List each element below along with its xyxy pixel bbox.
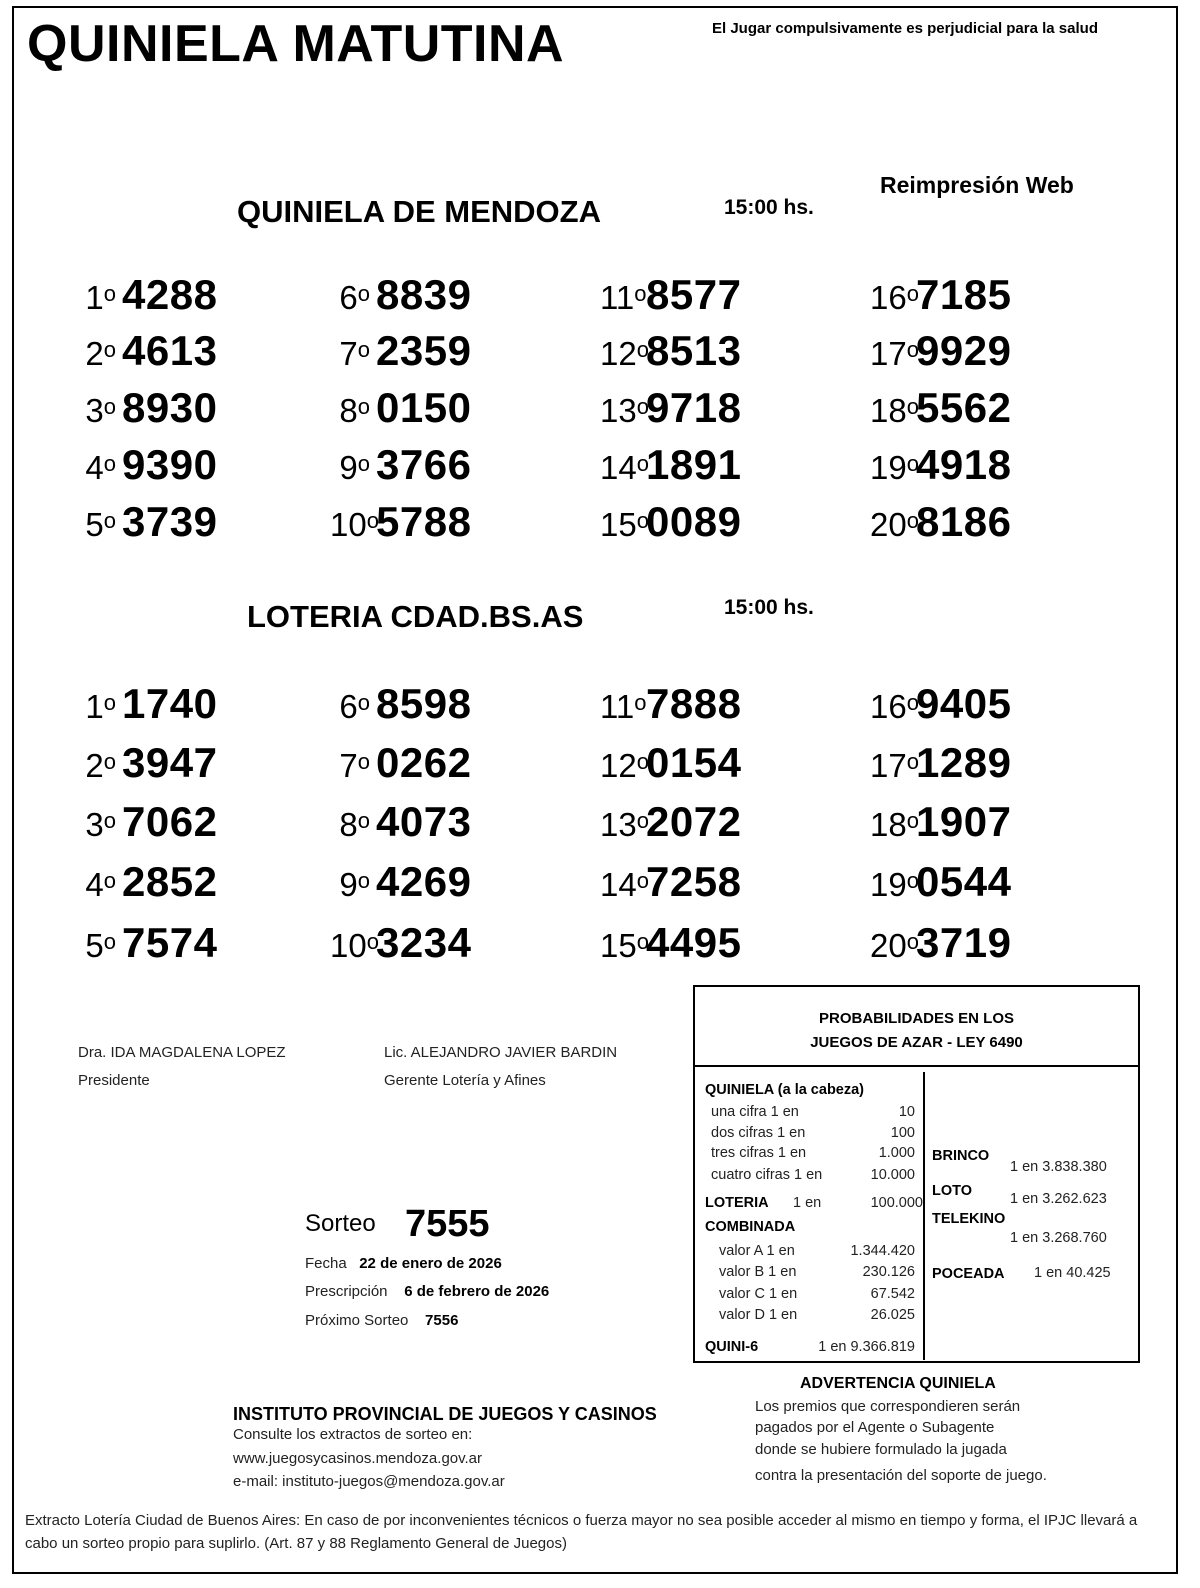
combinada-label-c: valor C 1 en (719, 1286, 798, 1302)
winning-number: 3739 (122, 498, 218, 545)
position-label (330, 391, 370, 431)
winning-number: 0262 (376, 739, 472, 786)
mendoza-result-7 (330, 327, 472, 374)
position-number: 4 (85, 449, 104, 486)
combinada-label-b: valor B 1 en (719, 1264, 797, 1280)
quiniela-odds-value-4: 10.000 (870, 1167, 915, 1183)
combinada-label-d: valor D 1 en (719, 1307, 798, 1323)
position-number: 8 (339, 806, 358, 843)
loteria-result-14 (600, 858, 742, 905)
position-label (330, 505, 379, 545)
ordinal-mark: o (366, 508, 379, 533)
quiniela-odds-label-4: cuatro cifras 1 en (711, 1167, 823, 1183)
ordinal-mark: o (103, 690, 116, 715)
ordinal-mark: o (357, 394, 370, 419)
position-label (76, 505, 116, 545)
mendoza-result-14 (600, 441, 742, 488)
fecha-label: Fecha (305, 1255, 347, 1272)
winning-number: 0089 (646, 498, 742, 545)
position-number: 13 (600, 392, 637, 429)
brinco-label: BRINCO (932, 1148, 990, 1164)
position-number: 8 (339, 392, 358, 429)
signature-right-name: Lic. ALEJANDRO JAVIER BARDIN (384, 1044, 618, 1061)
ordinal-mark: o (906, 929, 919, 954)
ordinal-mark: o (357, 808, 370, 833)
reprint-label: Reimpresión Web (880, 172, 1074, 198)
advertencia-line-2: pagados por el Agente o Subagente (755, 1419, 995, 1436)
position-label (600, 865, 649, 905)
ordinal-mark: o (636, 929, 649, 954)
signature-left-name: Dra. IDA MAGDALENA LOPEZ (78, 1044, 286, 1061)
probabilities-title-2: JUEGOS DE AZAR - LEY 6490 (810, 1034, 1023, 1051)
loteria-result-19 (870, 858, 1012, 905)
position-number: 17 (870, 335, 907, 372)
advertencia-title: ADVERTENCIA QUINIELA (800, 1375, 996, 1392)
winning-number: 9390 (122, 441, 218, 488)
position-label (600, 926, 649, 966)
position-label (870, 334, 919, 374)
winning-number: 8577 (646, 271, 742, 318)
ordinal-mark: o (906, 868, 919, 893)
signature-right-role: Gerente Lotería y Afines (384, 1072, 546, 1089)
position-label (330, 865, 370, 905)
loteria-result-11 (600, 680, 742, 727)
combinada-label-a: valor A 1 en (719, 1243, 795, 1259)
loteria-result-3 (76, 798, 218, 845)
position-number: 20 (870, 927, 907, 964)
loteria-result-10 (330, 919, 472, 966)
mendoza-result-3 (76, 384, 218, 431)
winning-number: 0544 (916, 858, 1012, 905)
loteria-result-12 (600, 739, 742, 786)
probabilities-header (695, 987, 1138, 1067)
mendoza-title: QUINIELA DE MENDOZA (237, 194, 601, 229)
position-number: 3 (85, 392, 104, 429)
quiniela-odds-value-3: 1.000 (878, 1145, 915, 1161)
position-number: 16 (870, 688, 907, 725)
ordinal-mark: o (906, 508, 919, 533)
probabilities-title-1: PROBABILIDADES EN LOS (818, 1010, 1014, 1027)
position-label (76, 391, 116, 431)
telekino-label: TELEKINO (932, 1211, 1006, 1227)
position-label (76, 746, 116, 786)
position-number: 1 (85, 279, 104, 316)
winning-number: 8186 (916, 498, 1012, 545)
position-label (330, 805, 370, 845)
ordinal-mark: o (906, 749, 919, 774)
position-label (330, 278, 370, 318)
mendoza-result-1 (76, 271, 218, 318)
position-number: 9 (339, 866, 358, 903)
winning-number: 7062 (122, 798, 218, 845)
position-label (76, 448, 116, 488)
loteria-result-15 (600, 919, 742, 966)
ordinal-mark: o (103, 808, 116, 833)
probabilities-divider (923, 1072, 925, 1360)
mendoza-result-5 (76, 498, 218, 545)
ordinal-mark: o (636, 508, 649, 533)
ordinal-mark: o (357, 690, 370, 715)
quiniela-odds-label-2: dos cifras 1 en (711, 1125, 806, 1141)
winning-number: 1740 (122, 680, 218, 727)
position-number: 11 (600, 688, 635, 725)
ordinal-mark: o (906, 394, 919, 419)
position-label (600, 391, 649, 431)
mendoza-result-9 (330, 441, 472, 488)
gambling-warning: El Jugar compulsivamente es perjudicial para la salud (712, 20, 1098, 37)
position-number: 12 (600, 747, 637, 784)
position-number: 19 (870, 449, 907, 486)
quiniela-odds-label: QUINIELA (a la cabeza) (705, 1082, 865, 1098)
position-label (870, 391, 919, 431)
position-label (870, 505, 919, 545)
loto-value: 1 en 3.262.623 (1010, 1191, 1107, 1207)
winning-number: 4269 (376, 858, 472, 905)
ordinal-mark: o (103, 394, 116, 419)
winning-number: 7185 (916, 271, 1012, 318)
ordinal-mark: o (103, 451, 116, 476)
position-number: 10 (330, 927, 367, 964)
winning-number: 7574 (122, 919, 218, 966)
winning-number: 1289 (916, 739, 1012, 786)
prescripcion-label: Prescripción (305, 1283, 388, 1300)
proximo-value: 7556 (425, 1312, 459, 1329)
loteria-result-4 (76, 858, 218, 905)
loteria-result-7 (330, 739, 472, 786)
position-label (600, 746, 649, 786)
winning-number: 5562 (916, 384, 1012, 431)
position-number: 7 (339, 747, 358, 784)
combinada-value-c: 67.542 (870, 1286, 915, 1302)
position-number: 6 (339, 279, 358, 316)
ordinal-mark: o (906, 690, 919, 715)
position-number: 20 (870, 506, 907, 543)
ordinal-mark: o (357, 749, 370, 774)
ordinal-mark: o (357, 451, 370, 476)
ordinal-mark: o (357, 337, 370, 362)
ordinal-mark: o (634, 281, 647, 306)
winning-number: 8839 (376, 271, 472, 318)
mendoza-result-2 (76, 327, 218, 374)
position-number: 6 (339, 688, 358, 725)
position-number: 15 (600, 927, 637, 964)
position-number: 5 (85, 506, 104, 543)
mendoza-result-20 (870, 498, 1012, 545)
position-label (76, 926, 116, 966)
winning-number: 1907 (916, 798, 1012, 845)
winning-number: 3766 (376, 441, 472, 488)
position-number: 18 (870, 392, 907, 429)
winning-number: 9405 (916, 680, 1012, 727)
ordinal-mark: o (103, 929, 116, 954)
institute-web[interactable]: www.juegosycasinos.mendoza.gov.ar (233, 1450, 483, 1467)
institute-consult: Consulte los extractos de sorteo en: (233, 1426, 473, 1443)
advertencia-line-4: contra la presentación del soporte de juego. (755, 1467, 1047, 1484)
position-number: 17 (870, 747, 907, 784)
ordinal-mark: o (366, 929, 379, 954)
telekino-value: 1 en 3.268.760 (1010, 1230, 1107, 1246)
winning-number: 1891 (646, 441, 742, 488)
loteria-result-20 (870, 919, 1012, 966)
loteria-result-2 (76, 739, 218, 786)
position-label (870, 278, 919, 318)
mendoza-result-18 (870, 384, 1012, 431)
fecha-value: 22 de enero de 2026 (359, 1255, 502, 1272)
ordinal-mark: o (357, 281, 370, 306)
ordinal-mark: o (103, 749, 116, 774)
winning-number: 4073 (376, 798, 472, 845)
winning-number: 7258 (646, 858, 742, 905)
loteria-time: 15:00 hs. (724, 596, 814, 619)
position-label (870, 687, 919, 727)
ordinal-mark: o (636, 337, 649, 362)
ordinal-mark: o (636, 451, 649, 476)
position-number: 18 (870, 806, 907, 843)
ordinal-mark: o (103, 337, 116, 362)
position-label (76, 334, 116, 374)
position-number: 13 (600, 806, 637, 843)
position-label (76, 865, 116, 905)
ordinal-mark: o (103, 281, 116, 306)
proximo-label: Próximo Sorteo (305, 1312, 409, 1329)
ordinal-mark: o (636, 394, 649, 419)
position-label (600, 505, 649, 545)
position-number: 3 (85, 806, 104, 843)
probabilities-box (693, 985, 1140, 1363)
combinada-value-d: 26.025 (870, 1307, 915, 1323)
winning-number: 9929 (916, 327, 1012, 374)
loteria-result-8 (330, 798, 472, 845)
sorteo-number: 7555 (405, 1203, 490, 1245)
winning-number: 3947 (122, 739, 218, 786)
position-number: 1 (85, 688, 104, 725)
winning-number: 9718 (646, 384, 742, 431)
advertencia-line-1: Los premios que correspondieren serán (755, 1398, 1021, 1415)
position-number: 2 (85, 747, 104, 784)
ordinal-mark: o (103, 868, 116, 893)
position-label (870, 746, 919, 786)
quini6-label: QUINI-6 (705, 1339, 759, 1355)
winning-number: 7888 (646, 680, 742, 727)
ordinal-mark: o (906, 337, 919, 362)
ordinal-mark: o (906, 808, 919, 833)
winning-number: 8598 (376, 680, 472, 727)
quiniela-odds-label-3: tres cifras 1 en (711, 1145, 807, 1161)
loteria-result-18 (870, 798, 1012, 845)
mendoza-result-10 (330, 498, 472, 545)
loteria-result-17 (870, 739, 1012, 786)
winning-number: 2359 (376, 327, 472, 374)
position-label (600, 334, 649, 374)
position-number: 4 (85, 866, 104, 903)
position-number: 16 (870, 279, 907, 316)
position-label (600, 278, 647, 318)
loteria-result-13 (600, 798, 742, 845)
loto-label: LOTO (932, 1183, 973, 1199)
loteria-result-9 (330, 858, 472, 905)
mendoza-time: 15:00 hs. (724, 196, 814, 219)
ordinal-mark: o (636, 749, 649, 774)
quini6-value: 1 en 9.366.819 (818, 1339, 915, 1355)
winning-number: 0154 (646, 739, 742, 786)
mendoza-result-11 (600, 271, 742, 318)
ordinal-mark: o (636, 868, 649, 893)
footer-note: Extracto Lotería Ciudad de Buenos Aires: En caso de por inconvenientes técnicos o fuerza mayor no sea posible acceder al mismo en tiempo y forma, el IPJC llevará a cabo un sorteo propio para suplirlo. (Art. 87 y 88 Reglamento General de Juegos) (25, 1512, 1138, 1552)
prescripcion-value: 6 de febrero de 2026 (404, 1283, 550, 1300)
winning-number: 3719 (916, 919, 1012, 966)
combinada-value-b: 230.126 (862, 1264, 915, 1280)
position-number: 14 (600, 449, 637, 486)
winning-number: 2072 (646, 798, 742, 845)
position-label (76, 687, 116, 727)
mendoza-result-4 (76, 441, 218, 488)
position-number: 11 (600, 279, 635, 316)
position-number: 10 (330, 506, 367, 543)
position-number: 2 (85, 335, 104, 372)
institute-email[interactable]: e-mail: instituto-juegos@mendoza.gov.ar (233, 1473, 505, 1490)
ordinal-mark: o (906, 281, 919, 306)
combinada-value-a: 1.344.420 (850, 1243, 915, 1259)
position-number: 9 (339, 449, 358, 486)
quiniela-odds-value-1: 10 (898, 1104, 915, 1120)
position-label (330, 746, 370, 786)
institute-name: INSTITUTO PROVINCIAL DE JUEGOS Y CASINOS (233, 1404, 657, 1424)
sorteo-label: Sorteo (305, 1210, 376, 1237)
winning-number: 4613 (122, 327, 218, 374)
winning-number: 5788 (376, 498, 472, 545)
brinco-value: 1 en 3.838.380 (1010, 1159, 1107, 1175)
mendoza-result-6 (330, 271, 472, 318)
loteria-result-5 (76, 919, 218, 966)
loteria-odds-en: 1 en (793, 1195, 822, 1211)
position-number: 15 (600, 506, 637, 543)
position-label (870, 865, 919, 905)
mendoza-result-15 (600, 498, 742, 545)
advertencia-line-3: donde se hubiere formulado la jugada (755, 1441, 1007, 1458)
winning-number: 4918 (916, 441, 1012, 488)
position-label (330, 926, 379, 966)
loteria-odds-value: 100.000 (870, 1195, 923, 1211)
position-label (330, 687, 370, 727)
ordinal-mark: o (634, 690, 647, 715)
page-title: QUINIELA MATUTINA (27, 15, 565, 73)
position-label (600, 805, 649, 845)
ordinal-mark: o (636, 808, 649, 833)
poceada-label: POCEADA (932, 1266, 1005, 1282)
loteria-result-6 (330, 680, 472, 727)
poceada-value: 1 en 40.425 (1034, 1265, 1111, 1281)
loteria-odds-label: LOTERIA (705, 1195, 769, 1211)
winning-number: 4288 (122, 271, 218, 318)
position-label (600, 448, 649, 488)
ordinal-mark: o (103, 508, 116, 533)
position-label (76, 278, 116, 318)
loteria-result-1 (76, 680, 218, 727)
signature-left-role: Presidente (78, 1072, 150, 1089)
ordinal-mark: o (357, 868, 370, 893)
position-label (330, 334, 370, 374)
winning-number: 8513 (646, 327, 742, 374)
combinada-label: COMBINADA (705, 1219, 796, 1235)
mendoza-result-19 (870, 441, 1012, 488)
position-label (870, 805, 919, 845)
position-number: 7 (339, 335, 358, 372)
position-number: 5 (85, 927, 104, 964)
loteria-title: LOTERIA CDAD.BS.AS (247, 599, 584, 634)
position-label (870, 926, 919, 966)
position-number: 19 (870, 866, 907, 903)
position-number: 14 (600, 866, 637, 903)
mendoza-result-16 (870, 271, 1012, 318)
winning-number: 2852 (122, 858, 218, 905)
ordinal-mark: o (906, 451, 919, 476)
mendoza-result-8 (330, 384, 472, 431)
mendoza-result-17 (870, 327, 1012, 374)
position-number: 12 (600, 335, 637, 372)
winning-number: 3234 (376, 919, 472, 966)
quiniela-odds-value-2: 100 (890, 1125, 915, 1141)
position-label (870, 448, 919, 488)
position-label (600, 687, 647, 727)
mendoza-result-12 (600, 327, 742, 374)
winning-number: 4495 (646, 919, 742, 966)
mendoza-result-13 (600, 384, 742, 431)
winning-number: 8930 (122, 384, 218, 431)
quiniela-odds-label-1: una cifra 1 en (711, 1104, 799, 1120)
position-label (76, 805, 116, 845)
winning-number: 0150 (376, 384, 472, 431)
loteria-result-16 (870, 680, 1012, 727)
position-label (330, 448, 370, 488)
